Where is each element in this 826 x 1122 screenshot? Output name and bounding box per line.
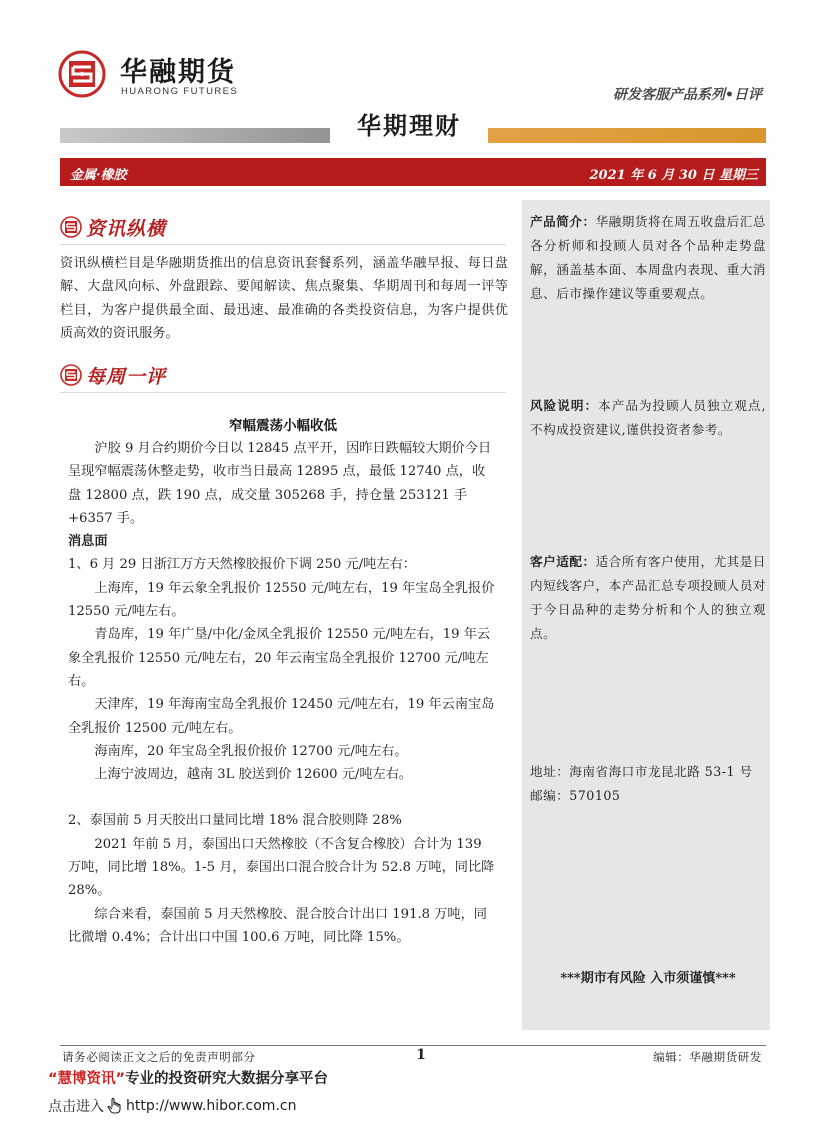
hibor-tagline: 专业的投资研究大数据分享平台 <box>125 1071 329 1087</box>
hibor-quote: “慧博资讯” <box>48 1071 126 1087</box>
footer-disclaimer: 请务必阅读正文之后的免责声明部分 <box>62 1050 256 1064</box>
client-label: 客户适配： <box>530 554 596 569</box>
section-title: 每周一评 <box>86 365 167 388</box>
address: 地址：海南省海口市龙昆北路 53-1 号 <box>530 764 753 779</box>
news-item-line: 青岛库，19 年广垦/中化/金凤全乳报价 12550 元/吨左右，19 年云象全乳报价 12550 元/吨左右，20 年云南宝岛全乳报价 12700 元/吨左右。 <box>68 627 491 689</box>
section-divider <box>60 392 506 393</box>
footer-editor: 编辑：华融期货研发 <box>653 1050 762 1064</box>
section-logo-icon <box>60 364 82 386</box>
brand-name-en: HUARONG FUTURES <box>121 86 239 97</box>
huarong-logo-icon <box>58 50 106 98</box>
section-heading-weekly <box>60 360 166 390</box>
product-intro-text: 华融期货将在周五收盘后汇总各分析师和投顾人员对各个品种走势盘解，涵盖基本面、本周盘内表现、重大消息、后市操作建议等重要观点。 <box>530 214 767 301</box>
section-heading-news <box>60 212 166 242</box>
client-fit <box>530 550 766 646</box>
hibor-link-row[interactable] <box>48 1096 296 1116</box>
news-intro-paragraph: 资讯纵横栏目是华融期货推出的信息资讯套餐系列，涵盖华融早报、每日盘解、大盘风向标、外盘跟踪、要闻解读、焦点聚集、华期周刊和每周一评等栏目，为客户提供最全面、最迅速、最准确的各类投资信息，为客户提供优质高效的资讯服务。 <box>60 256 508 341</box>
hibor-url-link[interactable]: http://www.hibor.com.cn <box>126 1098 297 1114</box>
news-item-line: 上海库，19 年云象全乳报价 12550 元/吨左右，19 年宝岛全乳报价 12550 元/吨左右。 <box>68 580 495 620</box>
risk-warning: ***期市有风险 入市须谨慎*** <box>560 971 736 986</box>
brand-name-cn: 华融期货 <box>120 57 236 88</box>
product-intro-label: 产品简介： <box>530 214 596 229</box>
category-label: 金属·橡胶 <box>70 168 127 183</box>
page-number: 1 <box>416 1047 426 1063</box>
page-title: 华期理财 <box>357 111 461 140</box>
news-item-line: 天津库，19 年海南宝岛全乳报价 12450 元/吨左右，19 年云南宝岛全乳报价 12500 元/吨左右。 <box>68 697 495 736</box>
news-item-line: 综合来看，泰国前 5 月天然橡胶、混合胶合计出口 191.8 万吨，同比微增 0.4%；合计出口中国 100.6 万吨，同比降 15%。 <box>68 906 487 945</box>
article-lead: 沪胶 9 月合约期价今日以 12845 点平开，因昨日跌幅较大期价今日呈现窄幅震荡休整走势，收市当日最高 12895 点，最低 12740 点，收盘 12800 点，跌 190 点，成交量 305268 手，持仓量 253121 手+6357 手。 <box>68 441 492 526</box>
pointer-hand-icon <box>106 1097 124 1115</box>
news-item-title: 2、泰国前 5 月天胶出口量同比增 18% 混合胶则降 28% <box>68 813 402 829</box>
news-item-title: 1、6 月 29 日浙江万方天然橡胶报价下调 250 元/吨左右： <box>68 557 416 573</box>
risk-label: 风险说明： <box>530 398 599 413</box>
postcode: 邮编：570105 <box>530 788 621 803</box>
risk-note <box>530 394 766 442</box>
section-title: 资讯纵横 <box>86 217 167 240</box>
news-item-line: 2021 年前 5 月，泰国出口天然橡胶（不含复合橡胶）合计为 139 万吨，同比增 18%。1-5 月，泰国出口混合胶合计为 52.8 万吨，同比降 28%。 <box>68 836 495 899</box>
series-label: 研发客服产品系列•日评 <box>613 87 762 103</box>
hibor-click-label: 点击进入 <box>48 1099 104 1115</box>
article-body <box>68 437 498 949</box>
news-item-line: 上海宁波周边，越南 3L 胶送到价 12600 元/吨左右。 <box>94 767 413 783</box>
news-item-line: 海南库，20 年宝岛全乳报价报价 12700 元/吨左右。 <box>94 743 408 759</box>
product-intro <box>530 210 766 306</box>
risk-text: 本产品为投顾人员独立观点,不构成投资建议,谨供投资者参考。 <box>530 398 766 437</box>
article-title: 窄幅震荡小幅收低 <box>229 418 337 434</box>
section-logo-icon <box>60 216 82 238</box>
footer-divider <box>60 1045 766 1046</box>
client-text: 适合所有客户使用，尤其是日内短线客户，本产品汇总专项投顾人员对于今日品种的走势分析和个人的独立观点。 <box>530 554 767 641</box>
section-divider <box>60 244 506 245</box>
report-date: 2021 年 6 月 30 日 星期三 <box>589 168 758 183</box>
hibor-banner <box>48 1067 328 1088</box>
contact-info <box>530 760 766 808</box>
news-heading: 消息面 <box>68 534 108 550</box>
